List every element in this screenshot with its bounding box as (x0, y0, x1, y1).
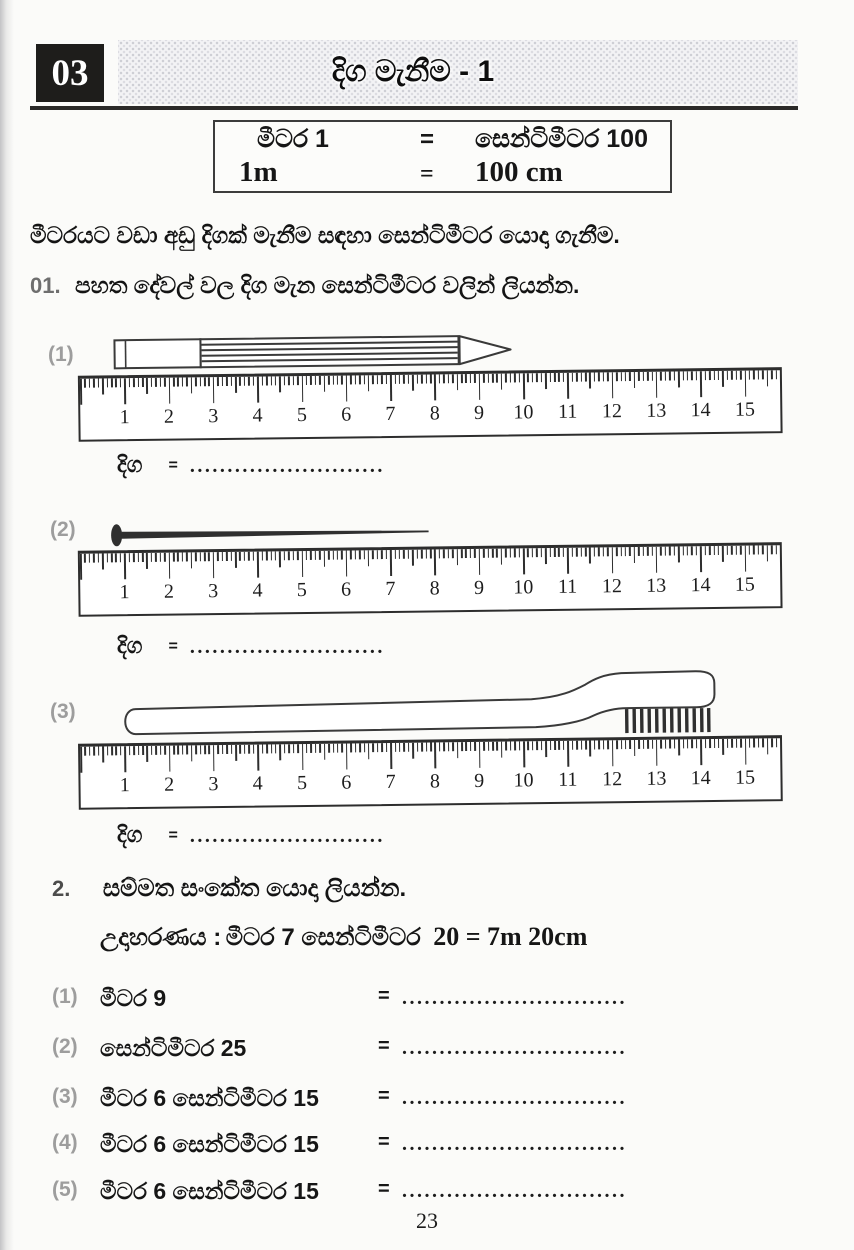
equals-sign: = (378, 1035, 390, 1057)
page-number: 23 (416, 1208, 438, 1233)
question-1-number: 01. (30, 273, 61, 298)
item-label: මීටර 6 සෙන්ටිමීටර 15 (100, 1131, 319, 1157)
item-number: (1) (52, 985, 78, 1008)
page-title: දිග මැනීම - 1 (331, 55, 495, 88)
equals-sign: = (378, 1178, 390, 1200)
conversion-box (213, 120, 672, 193)
q2-item-row (0, 985, 854, 1019)
q2-item-row (0, 1178, 854, 1212)
toothbrush-drawing (109, 666, 722, 743)
ruler: 1 2 3 4 5 6 7 8 9 10 11 12 13 14 15 (78, 367, 783, 442)
answer-dots: .......................... (189, 825, 385, 847)
q2-item-row (0, 1035, 854, 1069)
conversion-left: 1m (239, 155, 278, 188)
intro-text: මීටරයට වඩා අඩු දිගක් මැනීම සඳහා සෙන්ටිමීටර යොදා ගැනීම. (30, 222, 620, 248)
question-2-heading (52, 875, 406, 903)
q2-item-row (0, 1131, 854, 1165)
conversion-row-latin (215, 156, 670, 189)
header-divider (30, 106, 798, 110)
conversion-right: 100 cm (475, 155, 563, 188)
item-label: මීටර 6 සෙන්ටිමීටර 15 (100, 1085, 319, 1111)
conversion-left: මීටර 1 (257, 124, 329, 153)
pencil-measure-group (0, 320, 854, 445)
answer-dots: .............................. (402, 987, 627, 1009)
answer-line-3 (117, 822, 385, 848)
item-label: මීටර 9 (100, 985, 167, 1011)
equals-sign: = (378, 985, 390, 1007)
toothbrush-measure-group (0, 660, 854, 815)
pin-measure-group (0, 505, 854, 620)
answer-dots: .............................. (402, 1180, 627, 1202)
equals-sign: = (378, 1131, 390, 1153)
conversion-row-sinhala (215, 125, 670, 154)
item-label: සෙන්ටිමීටර 25 (100, 1035, 247, 1061)
question-2-number: 2. (52, 876, 71, 901)
question-1-instruction: පහත දේවල් වල දිග මැන සෙන්ටිමීටර වලින් ලියන්න. (75, 272, 580, 298)
q2-item-row (0, 1085, 854, 1119)
answer-dots: .......................... (189, 455, 385, 477)
item-number: (3) (52, 1085, 78, 1108)
equals-sign: = (168, 827, 178, 844)
equals-sign: = (420, 160, 434, 187)
question-1-heading (30, 272, 579, 299)
example-text: මීටර 7 සෙන්ටිමීටර (225, 924, 421, 951)
example-label: උදාහරණය : (100, 924, 222, 951)
length-label: දිග (117, 822, 143, 847)
equals-sign: = (378, 1085, 390, 1107)
chapter-number-box (36, 44, 104, 102)
equals-sign: = (168, 457, 178, 474)
answer-dots: .......................... (189, 636, 385, 658)
length-label: දිග (117, 633, 143, 658)
item-3-number: (3) (50, 700, 76, 723)
ruler: 1 2 3 4 5 6 7 8 9 10 11 12 13 14 15 (78, 542, 783, 617)
item-number: (5) (52, 1178, 78, 1201)
item-number: (2) (52, 1035, 78, 1058)
answer-dots: .............................. (402, 1087, 627, 1109)
length-label: දිග (117, 452, 143, 477)
item-2-number: (2) (50, 518, 76, 541)
answer-line-2 (117, 633, 385, 659)
ruler: 1 2 3 4 5 6 7 8 9 10 11 12 13 14 15 (78, 735, 783, 810)
answer-dots: .............................. (402, 1133, 627, 1155)
item-number: (4) (52, 1131, 78, 1154)
answer-line-1 (117, 452, 385, 478)
chapter-number: 03 (51, 52, 89, 94)
example-value: 20 = 7m 20cm (433, 922, 588, 951)
equals-sign: = (420, 125, 435, 153)
conversion-right: සෙන්ටිමීටර 100 (475, 124, 648, 153)
question-2-example (100, 922, 587, 952)
pencil-drawing (112, 330, 512, 373)
item-1-number: (1) (48, 343, 74, 366)
question-2-instruction: සම්මත සංකේත යොදා ලියන්න. (102, 875, 407, 902)
equals-sign: = (168, 638, 178, 655)
answer-dots: .............................. (402, 1037, 627, 1059)
pin-drawing (109, 518, 434, 548)
item-label: මීටර 6 සෙන්ටිමීටර 15 (100, 1178, 319, 1204)
title-bar (118, 40, 798, 104)
